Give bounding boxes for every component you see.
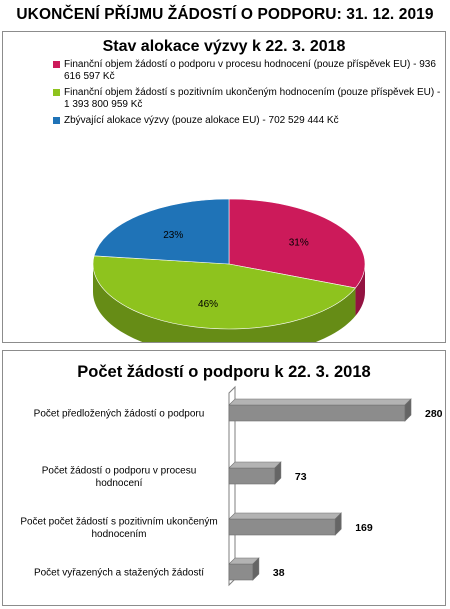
bar bbox=[229, 519, 335, 535]
bar-top bbox=[229, 462, 281, 468]
legend-label: Zbývající alokace výzvy (pouze alokace EU) - 702 529 444 Kč bbox=[64, 115, 339, 126]
bar-chart bbox=[3, 351, 445, 605]
pie-data-label: 46% bbox=[198, 299, 219, 311]
pie-chart bbox=[3, 32, 445, 342]
category-label: Počet vyřazených a stažených žádostí bbox=[33, 567, 205, 579]
page-title: UKONČENÍ PŘÍJMU ŽÁDOSTÍ O PODPORU: 31. 12. 2019 bbox=[16, 6, 434, 23]
bar bbox=[229, 468, 275, 484]
category-label: Počet žádostí o podporu v procesu hodnocení bbox=[41, 465, 197, 489]
category-label: Počet předložených žádostí o podporu bbox=[33, 408, 205, 420]
category-label: Počet počet žádostí s pozitivním ukončeným hodnocením bbox=[20, 516, 218, 540]
allocation-chart-panel bbox=[2, 31, 446, 343]
applications-chart-panel bbox=[2, 350, 446, 606]
bar-top bbox=[229, 399, 411, 405]
bar-value-label: 280 bbox=[425, 408, 443, 420]
bar bbox=[229, 405, 405, 421]
bar-top bbox=[229, 513, 341, 519]
bar-value-label: 169 bbox=[355, 522, 373, 534]
legend-label: Finanční objem žádostí s pozitivním ukončeným hodnocením (pouze příspěvek EU) - 1 393 800 959 Kč bbox=[64, 87, 441, 110]
pie-slice bbox=[94, 199, 229, 264]
pie-data-label: 31% bbox=[288, 237, 309, 249]
legend-label: Finanční objem žádostí o podporu v procesu hodnocení (pouze příspěvek EU) - 936 616 597 Kč bbox=[64, 59, 436, 82]
bar-value-label: 73 bbox=[294, 471, 307, 483]
pie-data-label: 23% bbox=[163, 229, 184, 241]
bar bbox=[229, 564, 253, 580]
pie-chart-title: Stav alokace výzvy k 22. 3. 2018 bbox=[102, 38, 346, 55]
bar-chart-title: Počet žádostí o podporu k 22. 3. 2018 bbox=[77, 363, 371, 381]
bar-value-label: 38 bbox=[272, 567, 285, 579]
